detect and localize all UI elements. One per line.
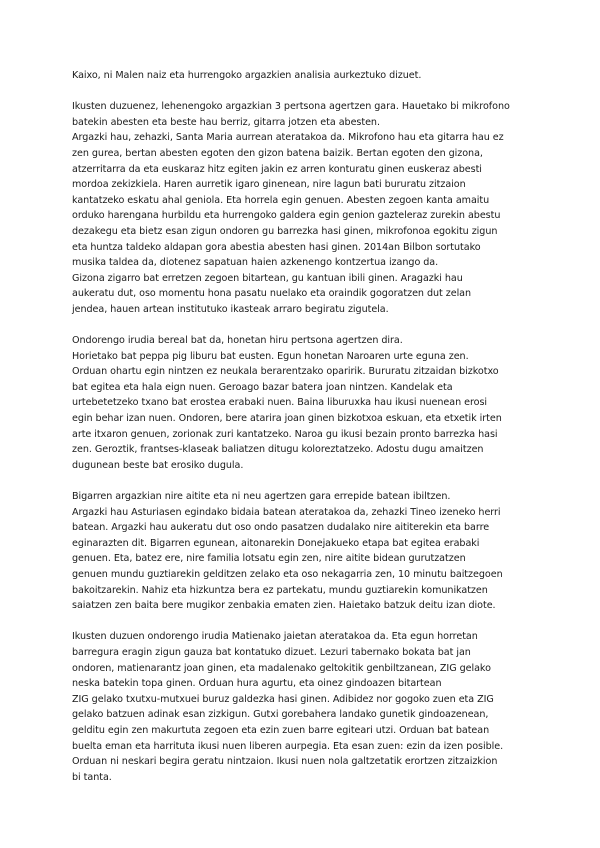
text-line: orduko harengana hurbildu eta hurrengoko galdera egin genion gazteleraz zurekin abestu xyxy=(72,210,501,222)
text-line: Kaixo, ni Malen naiz eta hurrengoko argazkien analisia aurkeztuko dizuet. xyxy=(72,70,422,81)
paragraph-gap xyxy=(72,318,542,334)
text-line: barregura eragin zigun gauza bat kontatuko dizuet. Lezuri tabernako bokata bat jan xyxy=(72,646,471,658)
paragraph-gap xyxy=(72,614,542,630)
text-line: dugunean beste bat erosiko dugula. xyxy=(72,459,244,471)
text-line: urtebetetzeko txano bat erostea erabaki nuen. Baina liburuxka hau ikusi nuenean erosi xyxy=(72,397,488,409)
text-line: eginarazten dit. Bigarren egunean, aitonarekin Donejakueko etapa bat egitea erabaki xyxy=(72,537,480,549)
paragraph xyxy=(72,333,542,473)
text-line: Orduan ni neskari begira geratu nintzaion. Ikusi nuen nola galtzetatik erortzen zitzaizkion xyxy=(72,756,498,768)
text-line: gelako batzuen adinak esan zizkigun. Gutxi gorebahera landako gunetik gindoazenean, xyxy=(72,709,489,721)
text-line: arte itxaron genuen, zorionak zuri kantatzeko. Naroa gu ikusi bezain pronto barrezka hasi xyxy=(72,428,498,440)
paragraph xyxy=(72,629,542,785)
document-body xyxy=(72,68,542,785)
text-line: mordoa zekizkiela. Haren aurretik igaro ginenean, nire lagun bati bururatu zitzaion xyxy=(72,179,466,191)
text-line: eta huntza taldeko aldapan gora abestia abesten hasi ginen. 2014an Bilbon sortutako xyxy=(72,241,481,253)
text-line: batean. Argazki hau aukeratu dut oso ondo pasatzen dudalako nire aititerekin eta barre xyxy=(72,522,490,534)
text-line: jendea, hauen artean institutuko ikasteak arraro begiratu zigutela. xyxy=(72,303,389,315)
text-line: Bigarren argazkian nire aitite eta ni neu agertzen gara errepide batean ibiltzen. xyxy=(72,491,451,503)
text-line: bi tanta. xyxy=(72,771,112,783)
paragraphs xyxy=(72,99,542,785)
text-line: neska batekin topa ginen. Orduan hura agurtu, eta oinez gindoazen bitartean xyxy=(72,678,442,690)
text-line: kantatzeko eskatu ahal geniola. Eta horrela egin genuen. Abesten zegoen kanta amaitu xyxy=(72,194,490,206)
text-line: batekin abesten eta beste hau berriz, gitarra jotzen eta abesten. xyxy=(72,116,380,128)
text-line: gelditu egin zen makurtuta zegoen eta ezin zuen barre egiteari utzi. Orduan bat batean xyxy=(72,724,490,736)
text-line: saiatzen zen baita bere mugikor zenbakia ematen zien. Haietako batzuk deitu izan diote. xyxy=(72,600,496,612)
text-line: buelta eman eta harrituta ikusi nuen liberen aurpegia. Eta esan zuen: ezin da izen posible. xyxy=(72,740,504,752)
text-line: Ikusten duzuenez, lehenengoko argazkian 3 pertsona agertzen gara. Hauetako bi mikrofono xyxy=(72,101,510,113)
paragraph-gap xyxy=(72,84,542,100)
text-line: atzerritarra da eta euskaraz hitz egiten jakin ez arren konturatu ginen euskeraz abesti xyxy=(72,163,482,175)
paragraph xyxy=(72,99,542,317)
text-line: Argazki hau, zehazki, Santa Maria aurrean ateratakoa da. Mikrofono hau eta gitarra hau ez xyxy=(72,132,504,144)
text-line: Argazki hau Asturiasen egindako bidaia batean ateratakoa da, zehazki Tineo izeneko herri xyxy=(72,506,501,518)
text-line: zen. Geroztik, frantses-klaseak baliatzen ditugu koloreztatzeko. Adostu dugu amaitzen xyxy=(72,444,484,456)
text-line: bakoitzarekin. Nahiz eta hizkuntza bera ez partekatu, mundu guztiarekin komunikatzen xyxy=(72,584,488,596)
text-line: bat egitea eta hala eign nuen. Geroago bazar batera joan nintzen. Kandelak eta xyxy=(72,381,453,393)
text-line: ZIG gelako txutxu-mutxuei buruz galdezka hasi ginen. Adibidez nor gogoko zuen eta ZIG xyxy=(72,693,494,705)
text-line: genuen. Eta, batez ere, nire familia lotsatu egin zen, nire aitite bidean gurutzatzen xyxy=(72,553,466,565)
text-line: aukeratu dut, oso momentu hona pasatu nuelako eta oraindik gogoratzen dut zelan xyxy=(72,288,472,300)
paragraph-gap xyxy=(72,473,542,489)
paragraph xyxy=(72,489,542,614)
text-line: ondoren, matienarantz joan ginen, eta madalenako geltokitik genbiltzanean, ZIG gelako xyxy=(72,662,491,674)
text-line: Orduan ohartu egin nintzen ez neukala berarentzako oparirik. Bururatu zitzaidan bizkotxo xyxy=(72,366,499,378)
text-line: zen gurea, bertan abesten egoten den gizon batena baizik. Bertan egoten den gizona, xyxy=(72,147,483,159)
text-line: musika taldea da, diotenez sapatuan haien azkenengo kontzertua izango da. xyxy=(72,257,439,269)
text-line: Gizona zigarro bat erretzen zegoen bitartean, gu kantuan ibili ginen. Aragazki hau xyxy=(72,272,463,284)
text-line: Horietako bat peppa pig liburu bat eusten. Egun honetan Naroaren urte eguna zen. xyxy=(72,350,469,362)
intro-paragraph xyxy=(72,68,542,84)
text-line: Ikusten duzuen ondorengo irudia Matienako jaietan ateratakoa da. Eta egun horretan xyxy=(72,631,478,643)
text-line: egin behar izan nuen. Ondoren, bere atarira joan ginen bizkotxoa eskuan, eta etxetik irten xyxy=(72,413,502,425)
text-line: genuen mundu guztiarekin gelditzen zelako eta oso nekagarria zen, 10 minutu baitzegoen xyxy=(72,569,503,580)
text-line: dezakegu eta bietz esan zigun ondoren gu barrezka hasi ginen, mikrofonoa egokitu zigun xyxy=(72,225,498,237)
text-line: Ondorengo irudia bereal bat da, honetan hiru pertsona agertzen dira. xyxy=(72,335,403,347)
